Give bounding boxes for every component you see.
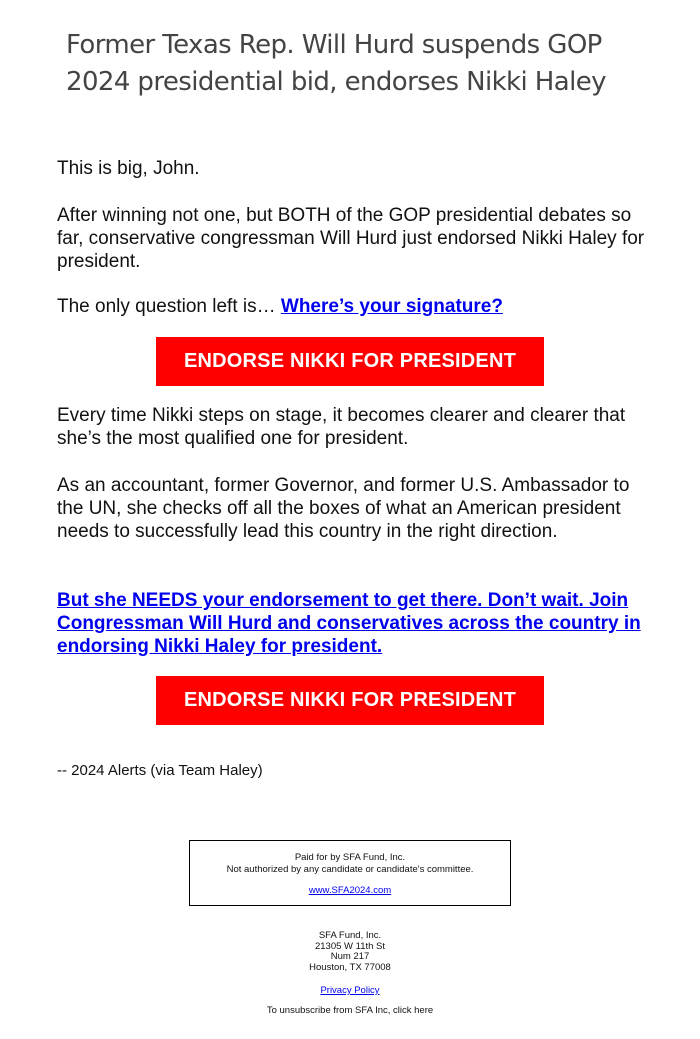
paragraph-4: As an accountant, former Governor, and former U.S. Ambassador to the UN, she checks off all the boxes of what an American president needs to successfully lead this country in the right direction.	[57, 475, 630, 542]
headline: Former Texas Rep. Will Hurd suspends GOP 2024 presidential bid, endorses Nikki Haley	[66, 30, 606, 97]
address	[0, 931, 700, 973]
paragraph-3: Every time Nikki steps on stage, it becomes clearer and clearer that she’s the most qualified one for president.	[57, 405, 626, 449]
disclaimer-line-1: Paid for by SFA Fund, Inc.	[294, 852, 406, 863]
paragraph-2	[57, 295, 649, 318]
endorsement-link[interactable]: But she NEEDS your endorsement to get there. Don’t wait. Join Congressman Will Hurd and conservatives across the country in endorsing Nikki Haley for president.	[57, 590, 641, 657]
paragraph-1: After winning not one, but BOTH of the GOP presidential debates so far, conservative congressman Will Hurd just endorsed Nikki Haley for president.	[57, 205, 645, 272]
unsubscribe-link[interactable]: To unsubscribe from SFA Inc, click here	[266, 1005, 434, 1016]
privacy-policy-link[interactable]: Privacy Policy	[320, 985, 380, 996]
website-link[interactable]: www.SFA2024.com	[308, 885, 392, 896]
disclaimer-line-2: Not authorized by any candidate or candidate's committee.	[226, 864, 474, 875]
endorse-button-1[interactable]: ENDORSE NIKKI FOR PRESIDENT	[156, 337, 544, 386]
disclaimer-box	[189, 840, 511, 906]
paragraph-2-text: The only question left is…	[57, 296, 281, 317]
address-unit: Num 217	[330, 951, 370, 962]
address-city: Houston, TX 77008	[309, 961, 391, 973]
address-name: SFA Fund, Inc.	[318, 930, 382, 941]
signoff: -- 2024 Alerts (via Team Haley)	[57, 762, 263, 779]
endorse-button-2[interactable]: ENDORSE NIKKI FOR PRESIDENT	[156, 676, 544, 725]
greeting: This is big, John.	[57, 158, 200, 179]
signature-link[interactable]: Where’s your signature?	[280, 296, 503, 317]
address-street: 21305 W 11th St	[314, 940, 386, 952]
